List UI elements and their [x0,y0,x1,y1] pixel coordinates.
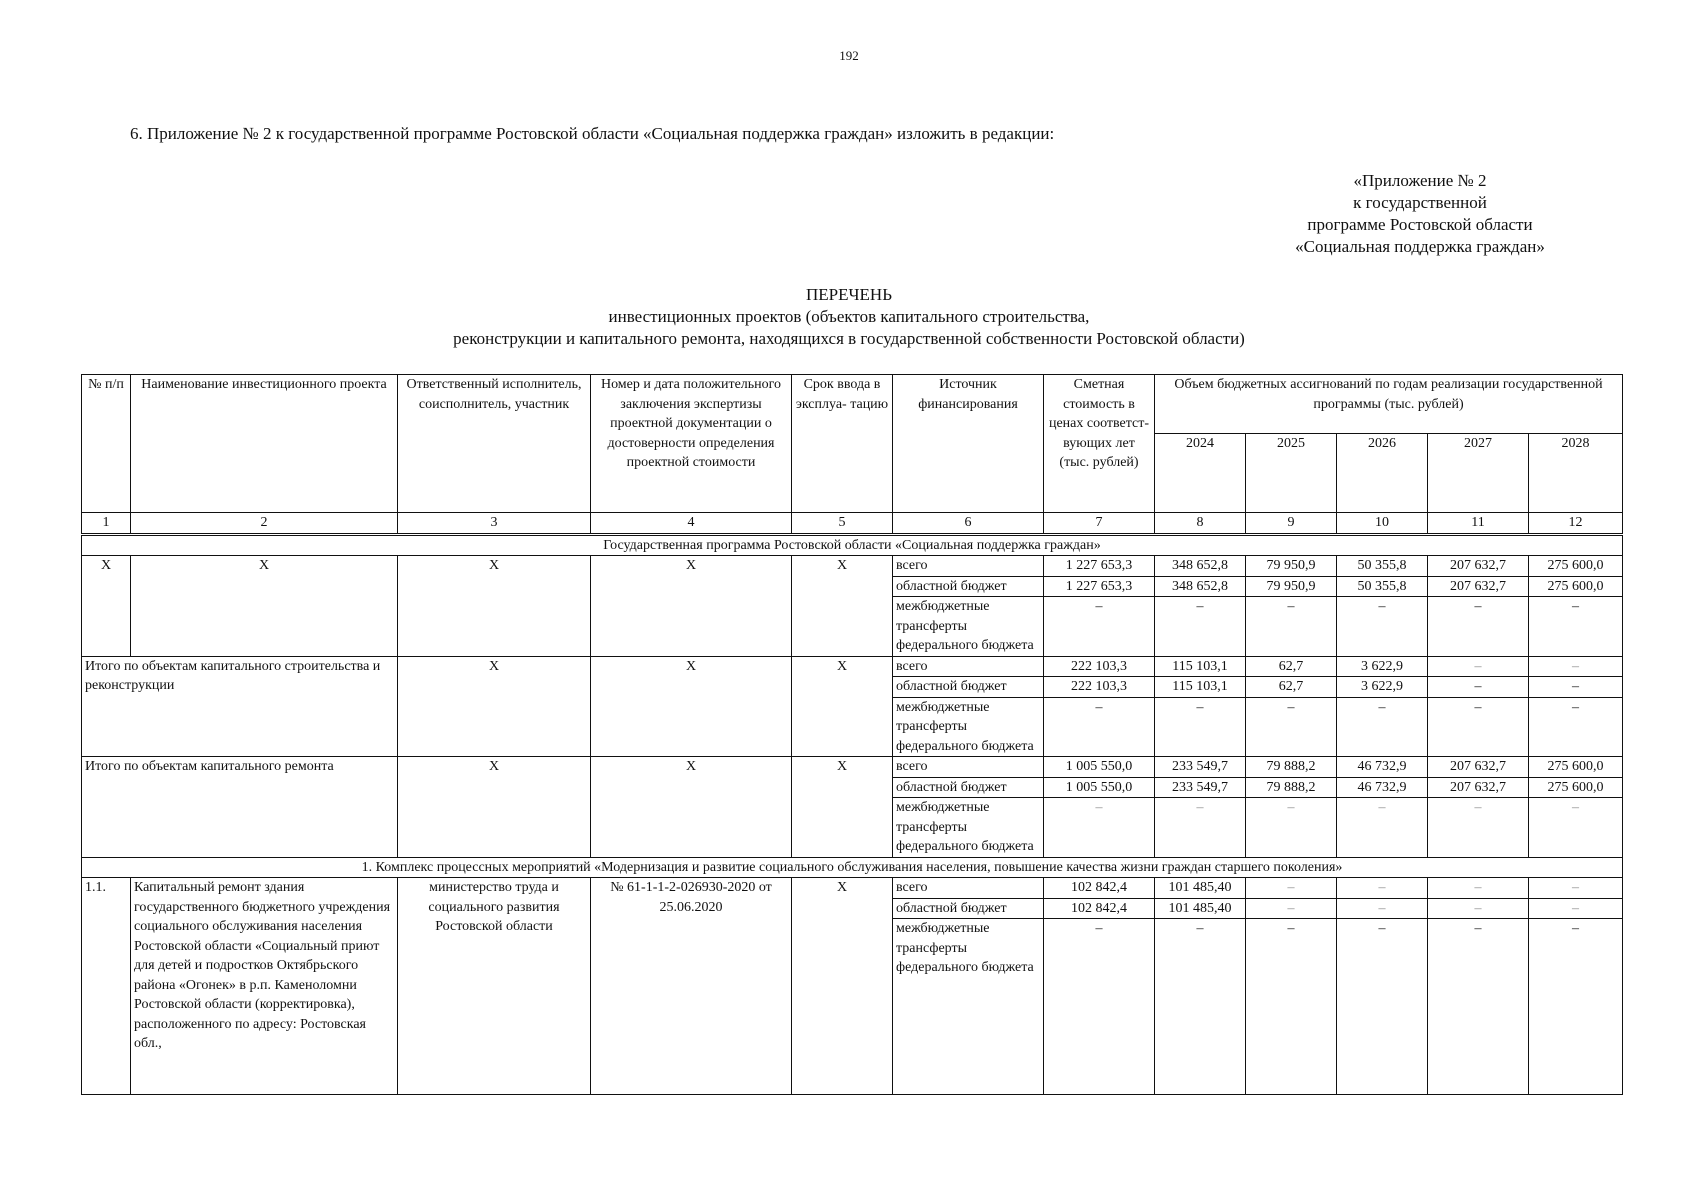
intro-paragraph: 6. Приложение № 2 к государственной программе Ростовской области «Социальная поддержка граждан» изложить в редакции: [130,124,1055,143]
value-cell: 207 632,7 [1428,777,1529,798]
value-cell: 1 005 550,0 [1044,757,1155,778]
column-number: 8 [1155,513,1246,535]
source-label: межбюджетные трансферты федерального бюджета [893,798,1044,858]
appendix-line: программе Ростовской области [1307,215,1533,234]
value-cell: 79 888,2 [1246,777,1337,798]
dash-cell: – [1155,597,1246,657]
source-label: всего [893,556,1044,577]
complex-title-row [82,857,1623,878]
dash-cell: – [1155,697,1246,757]
dash-cell: – [1529,878,1623,899]
value-cell: 207 632,7 [1428,757,1529,778]
header-year: 2025 [1246,434,1337,513]
header-num: № п/п [82,375,131,513]
column-number: 4 [591,513,792,535]
value-cell: 50 355,8 [1337,576,1428,597]
investment-projects-table [81,374,1623,1095]
header-name: Наименование инвестиционного проекта [131,375,398,513]
source-label: межбюджетные трансферты федерального бюджета [893,597,1044,657]
value-cell: 222 103,3 [1044,677,1155,698]
value-cell: 115 103,1 [1155,656,1246,677]
source-label: областной бюджет [893,898,1044,919]
value-cell: 275 600,0 [1529,576,1623,597]
x-mark: Х [792,656,893,757]
value-cell: 102 842,4 [1044,878,1155,899]
header-year: 2027 [1428,434,1529,513]
dash-cell: – [1337,597,1428,657]
header-expertise: Номер и дата положительного заключения экспертизы проектной документации о достоверности определения проектной стоимости [591,375,792,513]
value-cell: 3 622,9 [1337,656,1428,677]
dash-cell: – [1246,697,1337,757]
dash-cell: – [1529,919,1623,1095]
source-label: межбюджетные трансферты федерального бюджета [893,697,1044,757]
value-cell: 275 600,0 [1529,777,1623,798]
dash-cell: – [1428,597,1529,657]
header-year: 2028 [1529,434,1623,513]
value-cell: 46 732,9 [1337,777,1428,798]
header-executor: Ответственный исполнитель, соисполнитель, участник [398,375,591,513]
column-number: 6 [893,513,1044,535]
source-label: областной бюджет [893,677,1044,698]
value-cell: 3 622,9 [1337,677,1428,698]
column-number: 2 [131,513,398,535]
column-number: 12 [1529,513,1623,535]
column-number: 1 [82,513,131,535]
dash-cell: – [1337,898,1428,919]
value-cell: 275 600,0 [1529,556,1623,577]
value-cell: 101 485,40 [1155,898,1246,919]
x-mark: Х [131,556,398,657]
value-cell: 62,7 [1246,677,1337,698]
header-volume: Объем бюджетных ассигнований по годам реализации государственной программы (тыс. рублей) [1155,375,1623,434]
header-deadline: Срок ввода в эксплуа- тацию [792,375,893,513]
value-cell: 79 950,9 [1246,556,1337,577]
source-label: всего [893,757,1044,778]
value-cell: 233 549,7 [1155,757,1246,778]
value-cell: 62,7 [1246,656,1337,677]
appendix-line: к государственной [1353,193,1487,212]
value-cell: 102 842,4 [1044,898,1155,919]
table-row [82,556,1623,577]
repair-label: Итого по объектам капитального ремонта [82,757,398,858]
program-title: Государственная программа Ростовской области «Социальная поддержка граждан» [82,534,1623,556]
x-mark: Х [398,656,591,757]
dash-cell: – [1428,798,1529,858]
value-cell: 348 652,8 [1155,576,1246,597]
dash-cell: – [1044,919,1155,1095]
dash-cell: – [1337,798,1428,858]
column-number: 11 [1428,513,1529,535]
dash-cell: – [1428,697,1529,757]
x-mark: Х [792,878,893,1095]
column-number: 5 [792,513,893,535]
dash-cell: – [1246,597,1337,657]
value-cell: 275 600,0 [1529,757,1623,778]
column-number: 10 [1337,513,1428,535]
value-cell: 222 103,3 [1044,656,1155,677]
value-cell: 79 950,9 [1246,576,1337,597]
dash-cell: – [1529,597,1623,657]
x-mark: Х [591,757,792,858]
value-cell: 207 632,7 [1428,576,1529,597]
complex-title: 1. Комплекс процессных мероприятий «Модернизация и развитие социального обслуживания населения, повышение качества жизни граждан старшего поколения» [82,857,1623,878]
dash-cell: – [1428,898,1529,919]
construction-label: Итого по объектам капитального строительства и реконструкции [82,656,398,757]
header-year: 2024 [1155,434,1246,513]
header-source: Источник финансирования [893,375,1044,513]
x-mark: Х [398,556,591,657]
project-name: Капитальный ремонт здания государственного бюджетного учреждения социального обслуживания населения Ростовской области «Социальный приют для детей и подростков Октябрьского района «Огонек» в р.п. Каменоломни Ростовской области (корректировка), расположенного по адресу: Ростовская обл., [131,878,398,1095]
source-label: межбюджетные трансферты федерального бюджета [893,919,1044,1095]
dash-cell: – [1529,656,1623,677]
dash-cell: – [1337,697,1428,757]
value-cell: 46 732,9 [1337,757,1428,778]
dash-cell: – [1428,878,1529,899]
dash-cell: – [1246,919,1337,1095]
x-mark: Х [398,757,591,858]
dash-cell: – [1044,697,1155,757]
project-num: 1.1. [82,878,131,1095]
heading-title: ПЕРЕЧЕНЬ [806,285,892,304]
table-row [82,878,1623,899]
dash-cell: – [1428,677,1529,698]
dash-cell: – [1155,798,1246,858]
project-executor: министерство труда и социального развития Ростовской области [398,878,591,1095]
dash-cell: – [1529,798,1623,858]
value-cell: 1 227 653,3 [1044,576,1155,597]
dash-cell: – [1428,656,1529,677]
dash-cell: – [1246,798,1337,858]
header-cost: Сметная стоимость в ценах соответст- вующих лет (тыс. рублей) [1044,375,1155,513]
value-cell: 115 103,1 [1155,677,1246,698]
dash-cell: – [1529,697,1623,757]
dash-cell: – [1246,898,1337,919]
dash-cell: – [1246,878,1337,899]
appendix-note [1250,170,1590,258]
value-cell: 50 355,8 [1337,556,1428,577]
dash-cell: – [1044,798,1155,858]
x-mark: Х [591,656,792,757]
dash-cell: – [1155,919,1246,1095]
header-row [82,375,1623,434]
column-number: 9 [1246,513,1337,535]
dash-cell: – [1337,878,1428,899]
value-cell: 1 227 653,3 [1044,556,1155,577]
dash-cell: – [1529,898,1623,919]
value-cell: 1 005 550,0 [1044,777,1155,798]
header-year: 2026 [1337,434,1428,513]
appendix-line: «Приложение № 2 [1353,171,1487,190]
source-label: всего [893,656,1044,677]
source-label: всего [893,878,1044,899]
dash-cell: – [1529,677,1623,698]
table-row [82,757,1623,778]
x-mark: Х [792,556,893,657]
table-row [82,656,1623,677]
source-label: областной бюджет [893,777,1044,798]
page-number: 192 [839,48,859,63]
column-number: 7 [1044,513,1155,535]
column-number-row [82,513,1623,535]
source-label: областной бюджет [893,576,1044,597]
project-expertise: № 61-1-1-2-026930-2020 от 25.06.2020 [591,878,792,1095]
value-cell: 79 888,2 [1246,757,1337,778]
document-heading [0,284,1698,350]
value-cell: 233 549,7 [1155,777,1246,798]
value-cell: 101 485,40 [1155,878,1246,899]
heading-subtitle: инвестиционных проектов (объектов капитального строительства, [608,307,1090,326]
program-title-row [82,534,1623,556]
x-mark: Х [82,556,131,657]
appendix-line: «Социальная поддержка граждан» [1295,237,1545,256]
dash-cell: – [1337,919,1428,1095]
value-cell: 348 652,8 [1155,556,1246,577]
heading-subtitle: реконструкции и капитального ремонта, находящихся в государственной собственности Ростовской области) [453,329,1245,348]
dash-cell: – [1044,597,1155,657]
x-mark: Х [591,556,792,657]
column-number: 3 [398,513,591,535]
x-mark: Х [792,757,893,858]
value-cell: 207 632,7 [1428,556,1529,577]
dash-cell: – [1428,919,1529,1095]
